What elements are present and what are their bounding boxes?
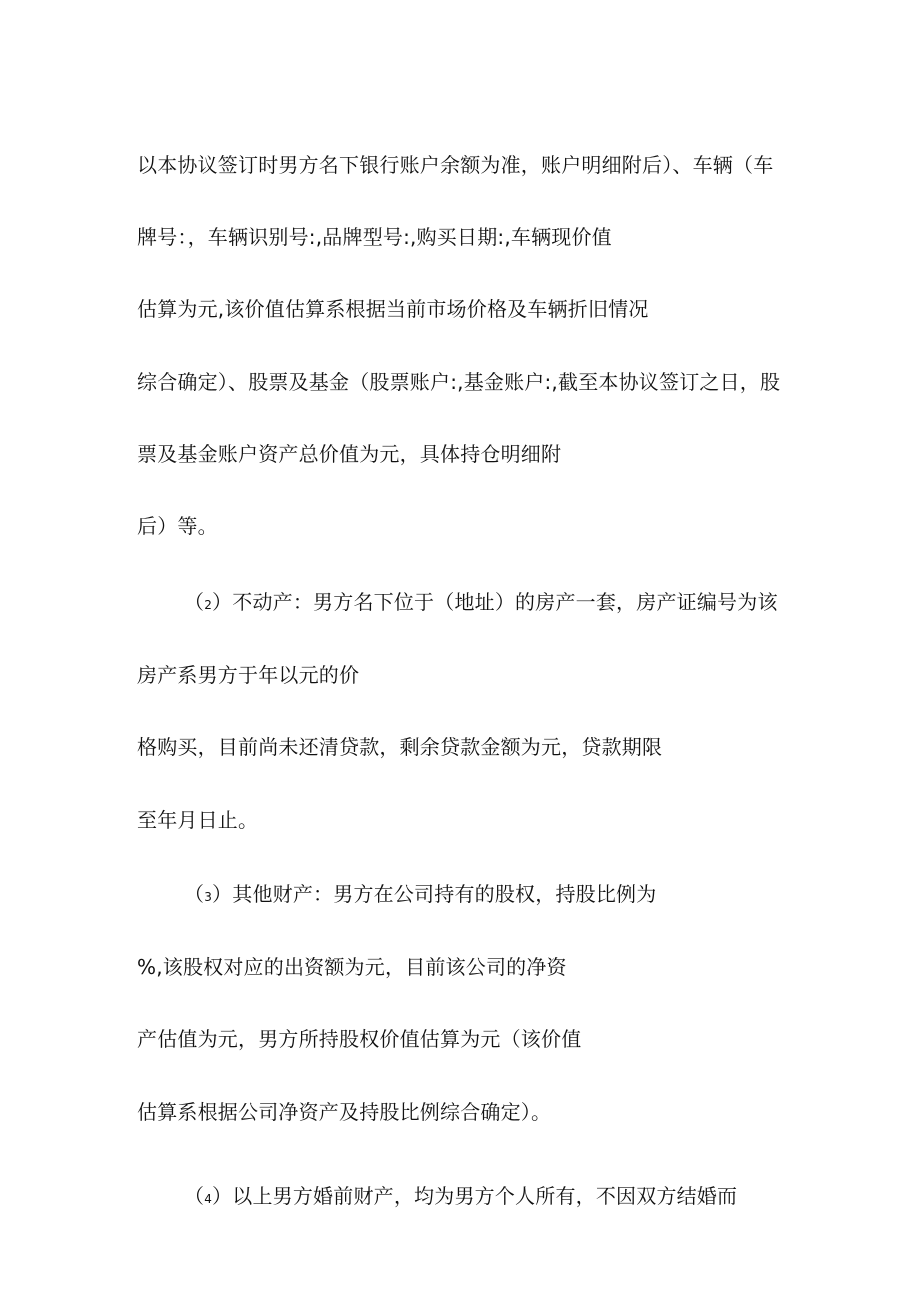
paragraph-2-line-2: 房产系男方于年以元的价 — [137, 663, 360, 687]
paragraph-3-line-2: %,该股权对应的出资额为元，目前该公司的净资 — [137, 955, 567, 979]
paragraph-2-open-paren: （ — [184, 590, 205, 614]
paragraph-3-number: 3 — [204, 890, 213, 904]
paragraph-1-line-6: 后）等。 — [137, 514, 218, 538]
paragraph-2-line-3: 格购买，目前尚未还清贷款，剩余贷款金额为元，贷款期限 — [137, 735, 663, 759]
paragraph-4-line-1 — [184, 1183, 737, 1212]
paragraph-2-line-4: 至年月日止。 — [137, 808, 259, 832]
paragraph-1-line-2: 牌号：，车辆识别号:,品牌型号:,购买日期:,车辆现价值 — [137, 225, 612, 249]
paragraph-2-text: ）不动产：男方名下位于（地址）的房产一套，房产证编号为该 — [212, 590, 778, 614]
paragraph-4-number: 4 — [204, 1192, 213, 1206]
paragraph-1-line-5: 票及基金账户资产总价值为元，具体持仓明细附 — [137, 442, 562, 466]
paragraph-4-text: ）以上男方婚前财产，均为男方个人所有，不因双方结婚而 — [212, 1184, 738, 1208]
paragraph-1-line-3: 估算为元,该价值估算系根据当前市场价格及车辆折旧情况 — [137, 297, 649, 321]
paragraph-3-text: ）其他财产：男方在公司持有的股权，持股比例为 — [212, 882, 657, 906]
paragraph-2-number: 2 — [204, 598, 213, 612]
paragraph-3-line-1 — [184, 881, 656, 910]
paragraph-3-line-3: 产估值为元，男方所持股权价值估算为元（该价值 — [137, 1027, 582, 1051]
paragraph-2-line-1 — [184, 589, 778, 618]
paragraph-3-open-paren: （ — [184, 882, 205, 906]
paragraph-4-open-paren: （ — [184, 1184, 205, 1208]
paragraph-1-line-1: 以本协议签订时男方名下银行账户余额为准，账户明细附后）、车辆（车 — [137, 153, 774, 177]
paragraph-3-line-4: 估算系根据公司净资产及持股比例综合确定）。 — [137, 1100, 552, 1124]
paragraph-1-line-4: 综合确定）、股票及基金（股票账户:,基金账户:,截至本协议签订之日，股 — [137, 370, 781, 394]
